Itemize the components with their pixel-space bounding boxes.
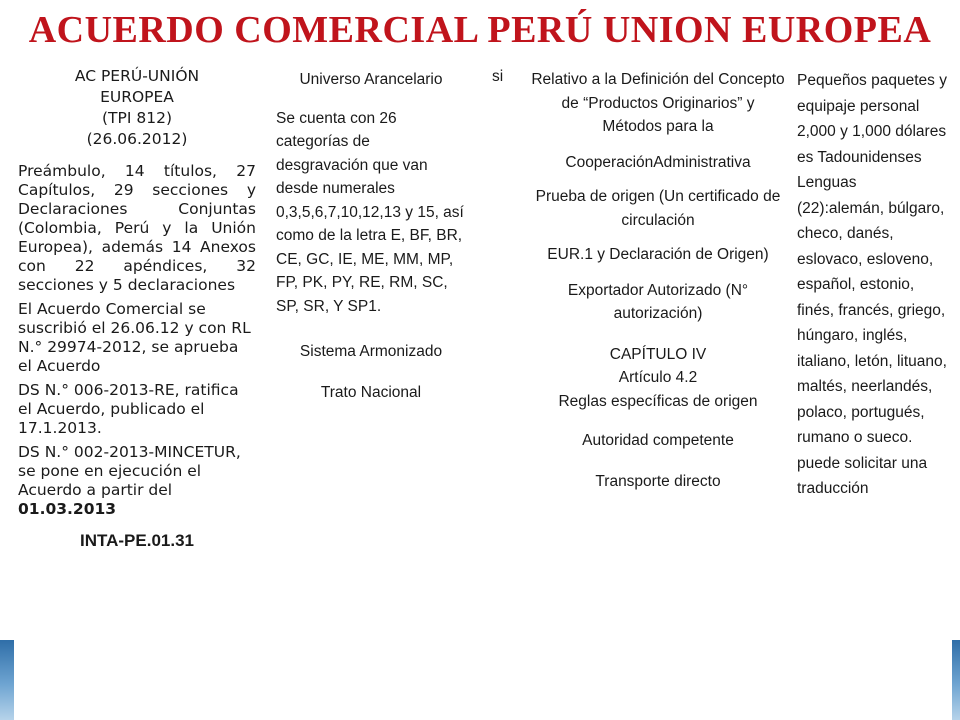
agreement-header-line: EUROPEA: [100, 88, 174, 106]
trato-label: Trato Nacional: [320, 383, 422, 401]
ejecucion-label: DS N.° 002-2013-MINCETUR, se pone en ejecución el Acuerdo a partir del: [18, 443, 241, 499]
suscripcion-text: El Acuerdo Comercial se suscribió el 26.06.12 y con RL N.° 29974-2012, se aprueba el Acuerdo: [18, 300, 251, 375]
transporte-text: Transporte directo: [595, 472, 721, 490]
universo-value: si: [492, 68, 504, 85]
ejecucion-text: [18, 443, 256, 519]
agreement-header: [18, 66, 256, 150]
document-code: INTA-PE.01.31: [79, 531, 194, 550]
sistema-label: Sistema Armonizado: [299, 343, 443, 360]
capitulo-text: CAPÍTULO IV: [609, 345, 707, 363]
relativo-text: Relativo a la Definición del Concepto de “Productos Originarios” y Métodos para la: [531, 71, 785, 135]
decorative-band-right: [952, 640, 960, 720]
agreement-header-line: AC PERÚ-UNIÓN: [74, 67, 200, 85]
tariff-column: [276, 68, 466, 404]
page-title: ACUERDO COMERCIAL PERÚ UNION EUROPEA: [28, 9, 932, 51]
articulo-text: Artículo 4.2: [618, 369, 698, 386]
prueba-text: Prueba de origen (Un certificado de circulación: [535, 188, 781, 229]
ratificacion-text: DS N.° 006-2013-RE, ratifica el Acuerdo, publicado el 17.1.2013.: [18, 381, 239, 437]
preambulo-text: Preámbulo, 14 títulos, 27 Capítulos, 29 secciones y Declaraciones Conjuntas (Colombia, Perú y la Unión Europea), además 14 Anexos con 22 apéndices, 32 secciones y 5 declaraciones: [18, 162, 256, 294]
agreement-column: [18, 66, 256, 550]
autoridad-text: Autoridad competente: [582, 432, 734, 449]
origin-column: [530, 68, 786, 493]
categorias-text: Se cuenta con 26 categorías de desgravación que van desde numerales 0,3,5,6,7,10,12,13 y 15, así como de la letra E, BF, BR, CE, GC, IE, ME, MM, MP, FP, PK, PY, RE, RM, SC, SP, SR, Y SP1.: [276, 109, 464, 315]
decorative-band-left: [0, 640, 14, 720]
agreement-header-line: (26.06.2012): [86, 130, 188, 148]
reglas-text: Reglas específicas de origen: [558, 392, 758, 410]
exportador-text: Exportador Autorizado (N° autorización): [567, 281, 749, 322]
universo-label: Universo Arancelario: [299, 71, 443, 88]
agreement-header-line: (TPI 812): [102, 109, 172, 127]
lenguas-column: Pequeños paquetes y equipaje personal 2,000 y 1,000 dólares es Tadounidenses Lenguas (22):alemán, búlgaro, checo, danés, eslovaco, esloveno, español, estonio, finés, francés, griego, húngaro, inglés, italiano, letón, lituano, maltés, neerlandés, polaco, portugués, rumano o sueco. puede solicitar una traducción: [797, 72, 947, 497]
cooperacion-text: CooperaciónAdministrativa: [565, 153, 751, 171]
eur-text: EUR.1 y Declaración de Origen): [547, 246, 769, 263]
ejecucion-date: 01.03.2013: [18, 500, 117, 518]
